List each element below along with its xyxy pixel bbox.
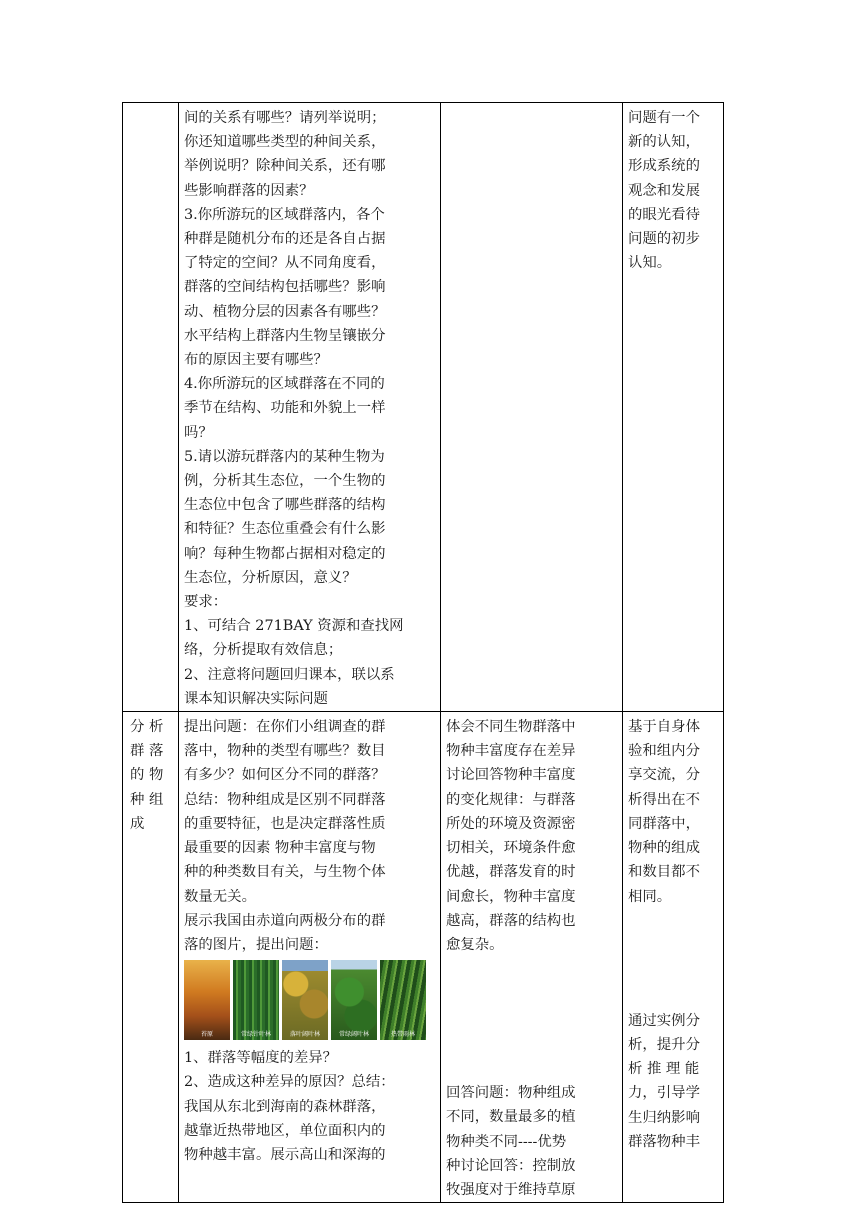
topic-cell (123, 712, 179, 1203)
intent-cell (623, 103, 724, 712)
student-cell (441, 712, 623, 1203)
student-cell (441, 103, 623, 712)
activity-text: 间的关系有哪些？请列举说明； 你还知道哪些类型的种间关系， 举例说明？除种间关系，还有哪 些影响群落的因素？ 3.你所游玩的区域群落内，各个 种群是随机分布的还是各自占据 了特定的空间？从不同角度看， 群落的空间结构包括哪些？影响 动、植物分层的因素各有哪些？ 水平结构上群落内生物呈镶嵌分 布的原因主要有哪些？ 4.你所游玩的区域群落在不同的 季节在结构、功能和外貌上一样 吗？ 5.请以游玩群落内的某种生物为 例，分析其生态位，一个生物的 生态位中包含了哪些群落的结构 和特征？生态位重叠会有什么影 响？每种生物都占据相对稳定的 生态位，分析原因，意义？ 要求： 1、可结合 271BAY 资源和查找网 络，分析提取有效信息； 2、注意将问题回归课本，联以系 课本知识解决实际问题 (184, 110, 404, 707)
intent-text-part2: 通过实例分 析，提升分 析 推 理 能 力，引导学 生归纳影响 群落物种丰 (628, 1012, 700, 1150)
tundra-photo: 苔原 (184, 960, 230, 1040)
topic-cell-empty (123, 103, 179, 712)
table-row (123, 103, 724, 712)
lesson-plan-table (122, 102, 724, 1203)
activity-cell (179, 103, 441, 712)
topic-text: 分 析 群 落 的 物 种 组 成 (130, 719, 164, 832)
student-text-part2: 回答问题：物种组成 不同，数量最多的植 物种类不同----优势 种讨论回答：控制放 牧强度对于维持草原 (446, 1085, 576, 1198)
evergreen-broadleaf-photo: 常绿阔叶林 (331, 960, 377, 1040)
activity-text-part1: 提出问题：在你们小组调查的群 落中，物种的类型有哪些？数目 有多少？如何区分不同的群落？ 总结：物种组成是区别不同群落 的重要特征，也是决定群落性质 最重要的因素 物种丰富度与物 种的种类数目有关，与生物个体 数量无关。 展示我国由赤道向两极分布的群 落的图片，提出问题： (184, 719, 386, 953)
evergreen-coniferous-photo: 常绿针叶林 (233, 960, 279, 1040)
activity-cell (179, 712, 441, 1203)
tropical-rainforest-photo: 热带雨林 (380, 960, 426, 1040)
biome-image-strip (184, 960, 436, 1040)
intent-text: 问题有一个 新的认知， 形成系统的 观念和发展 的眼光看待 问题的初步 认知。 (628, 110, 700, 272)
intent-cell (623, 712, 724, 1203)
deciduous-broadleaf-photo: 落叶阔叶林 (282, 960, 328, 1040)
intent-text-part1: 基于自身体 验和组内分 享交流，分 析得出在不 同群落中， 物种的组成 和数目都不 相同。 (628, 719, 700, 905)
activity-text-part2: 1、群落等幅度的差异？ 2、造成这种差异的原因？总结： 我国从东北到海南的森林群落， 越靠近热带地区，单位面积内的 物种越丰富。展示高山和深海的 (184, 1050, 395, 1163)
table-row (123, 712, 724, 1203)
student-text-part1: 体会不同生物群落中 物种丰富度存在差异 讨论回答物种丰富度 的变化规律：与群落 所处的环境及资源密 切相关，环境条件愈 优越，群落发育的时 间愈长，物种丰富度 越高，群落的结构也 愈复杂。 (446, 719, 576, 953)
